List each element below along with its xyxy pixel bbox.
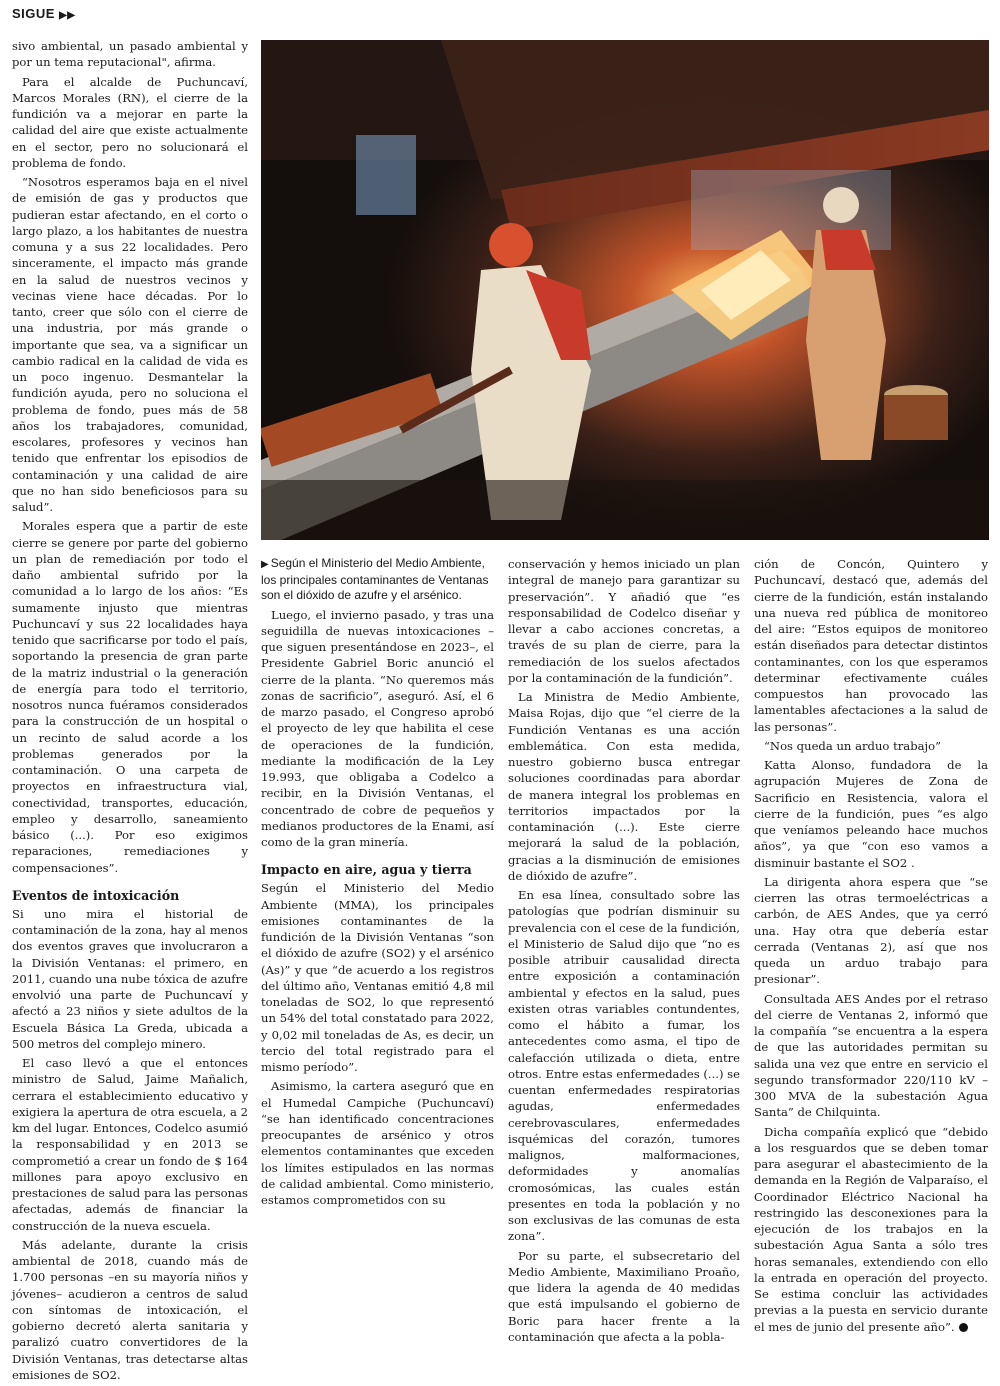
paragraph: Más adelante, durante la crisis ambiental de 2018, cuando más de 1.700 personas –en su mayoría niños y jóvenes– acudieron a centros de salud con síntomas de intoxicación, el gobierno decretó alerta sanitaria y paralizó cuatro convertidores de la División Ventanas, tras detectarse altas emisiones de SO2. [12, 1237, 248, 1382]
paragraph: Si uno mira el historial de contaminación de la zona, hay al menos dos eventos graves que involucraron a la División Ventanas: el primero, en 2011, cuando una nube tóxica de azufre envolvió una parte de Puchuncaví y afectó a 23 niños y siete adultos de la Escuela Básica La Greda, ubicada a 500 metros del complejo minero. [12, 906, 248, 1051]
continuation-header [12, 6, 75, 24]
caption-marker-icon: ▶ [261, 559, 269, 570]
paragraph [754, 1124, 988, 1335]
paragraph: La Ministra de Medio Ambiente, Maisa Rojas, dijo que “el cierre de la Fundición Ventanas es una acción emblemática. Con esta medida, nuestro gobierno busca entregar soluciones coordinadas para abordar de manera integral los problemas en territorios impactados por la contaminación (...). Este cierre mejorará la salud de la población, gracias a la disminución de emisiones de dióxido de azufre”. [508, 690, 740, 883]
end-of-article-icon [959, 1323, 968, 1332]
paragraph-text: Dicha compañía explicó que “debido a los resguardos que se deben tomar para asegurar el abastecimiento de la demanda en la Región de Valparaíso, el Coordinador Eléctrico Nacional ha restringido las desconexiones para la ejecución de los trabajos en la subestación Agua Santa a sólo tres horas semanales, extendiendo con ello la entrada en operación del proyecto. Se estima concluir las actividades previas a la puesta en servicio durante el mes de junio del presente año”. [754, 1124, 988, 1334]
paragraph: Según el Ministerio del Medio Ambiente (MMA), los principales emisiones contaminantes de la fundición de la División Ventanas “son el dióxido de azufre (SO2) y el arsénico (As)” y que “de acuerdo a los registros del último año, Ventanas emitió 4,8 mil toneladas de SO2, lo que representó un 54% del total constatado para 2022, y 0,02 mil toneladas de As, es decir, un tercio del total registrado para el mismo período”. [261, 881, 494, 1074]
photo-caption [261, 556, 494, 604]
article-column-4 [754, 556, 988, 1338]
paragraph: Por su parte, el subsecretario del Medio Ambiente, Maximiliano Proaño, que lidera la agenda de 40 medidas que está impulsando el gobierno de Boric para hacer frente a la contaminación que afecta a la pobla- [508, 1248, 740, 1344]
paragraph: sivo ambiental, un pasado ambiental y por un tema reputacional", afirma. [12, 39, 248, 70]
double-arrow-icon: ▶▶ [59, 10, 76, 21]
paragraph: Katta Alonso, fundadora de la agrupación Mujeres de Zona de Sacrificio en Resistencia, valora el cierre de la fundición, pues “es algo que veníamos peleando hace muchos años”, ya que “con eso vamos a disminuir bastante el SO2 . [754, 758, 988, 870]
paragraph: En esa línea, consultado sobre las patologías que podrían disminuir su prevalencia con el cese de la fundición, el Ministerio de Salud dijo que “no es posible atribuir causalidad directa entre exposición a contaminación ambiental y efectos en la salud, pues existen otras variables contundentes, como el hábito a fumar, los antecedentes como asma, el tipo de calefacción utilizada o dieta, entre otros. Entre estas enfermedades (...) se cuentan enfermedades respiratorias agudas, enfermedades cerebrovasculares, enfermedades isquémicas del corazón, tumores malignos, malformaciones, deformidades y anomalías cromosómicas, las cuales están presentes en toda la población y no son exclusivas de las comunas de esta zona”. [508, 888, 740, 1244]
article-column-1 [12, 38, 248, 1386]
paragraph: Consultada AES Andes por el retraso del cierre de Ventanas 2, informó que la compañía “se encuentra a la espera de que las autoridades permitan su salida una vez que entre en servicio el segundo transformador 220/110 kV – 300 MVA de la subestación Agua Santa” de Chilquinta. [754, 991, 988, 1120]
paragraph: Luego, el invierno pasado, y tras una seguidilla de nuevas intoxicaciones –que siguen presentándose en 2023–, el Presidente Gabriel Boric anunció el cierre de la planta. “No queremos más zonas de sacrificio”, aseguró. Así, el 6 de marzo pasado, el Congreso aprobó el proyecto de ley que habilita el cese de operaciones de la fundición, mediante la modificación de la Ley 19.993, que obligaba a Codelco a recibir, en la División Ventanas, el concentrado de cobre de pequeños y medianos productores de la Enami, así como de la gran minería. [261, 607, 494, 849]
paragraph: ción de Concón, Quintero y Puchuncaví, destacó que, además del cierre de la fundición, están instalando una nueva red pública de monitoreo del aire: “Estos equipos de monitoreo están diseñados para detectar distintos contaminantes, con los que esperamos determinar efectivamente cuáles compuestos han provocado las lamentables afectaciones a la salud de las personas”. [754, 557, 988, 734]
section-heading: Impacto en aire, agua y tierra [261, 862, 472, 878]
foundry-photo [261, 40, 989, 540]
article-column-3 [508, 556, 740, 1348]
paragraph: Asimismo, la cartera aseguró que en el Humedal Campiche (Puchuncaví) “se han identificado concentraciones preocupantes de arsénico y otros elementos contaminantes que exceden los límites estipulados en las normas de calidad ambiental. Como ministerio, estamos comprometidos con su [261, 1079, 494, 1207]
paragraph: La dirigenta ahora espera que “se cierren las otras termoeléctricas a carbón, de AES Andes, que ya cerró una. Hay otra que debería estar cerrada (Ventanas 2), así que nos queda un arduo trabajo para presionar”. [754, 874, 988, 987]
article-column-2 [261, 556, 494, 1211]
paragraph: “Nosotros esperamos baja en el nivel de emisión de gas y productos que pudieran estar afectando, en el corto o largo plazo, a los habitantes de nuestra comuna y a sus 22 localidades. Pero sinceramente, el impacto más grande en la salud de nuestros vecinos y vecinas viene hace décadas. Por lo tanto, creer que sólo con el cierre de una industria, por más grande o importante que sea, va a significar un cambio radical en la calidad de vida es un poco ingenuo. Desmantelar la fundición ayuda, pero no soluciona el problema de fondo, pues más de 58 años los trabajadores, comunidad, escolares, profesores y vecinos han tenido que enfrentar los episodios de contaminación y una calidad de aire que no han sido beneficiosos para su salud”. [12, 175, 248, 514]
paragraph: Morales espera que a partir de este cierre se genere por parte del gobierno un plan de remediación por todo el daño ambiental sufrido por la comunidad a lo largo de los años: “Es sumamente injusto que mientras Puchuncaví y sus 22 localidades haya tenido que sacrificarse por todo el país, soportando la presencia de gran parte de la matriz industrial o la generación de energía para todo el territorio, nosotros nunca fuéramos considerados para la construcción de un hospital o un recinto de salud acorde a los problemas generados por la contaminación. O una carpeta de proyectos en infraestructura vial, conectividad, transportes, educación, empleo y desarrollo, saneamiento básico (...). Por eso exigimos reparaciones, remediaciones y compensaciones”. [12, 519, 248, 875]
paragraph: Para el alcalde de Puchuncaví, Marcos Morales (RN), el cierre de la fundición va a mejorar en parte la calidad del aire que existe actualmente en el sector, pero no solucionará el problema de fondo. [12, 74, 248, 170]
section-heading: Eventos de intoxicación [12, 887, 180, 903]
header-label: SIGUE [12, 6, 55, 21]
foundry-photo-icon [261, 40, 989, 540]
paragraph: El caso llevó a que el entonces ministro de Salud, Jaime Mañalich, cerrara el establecimiento educativo y exigiera la apertura de otra escuela, a 2 km del lugar. Entonces, Codelco asumió la responsabilidad y en 2013 se comprometió a crear un fondo de $ 164 millones para apoyo exclusivo en prestaciones de salud para las personas afectadas, además de financiar la construcción de la nueva escuela. [12, 1056, 248, 1233]
caption-text: Según el Ministerio del Medio Ambiente, los principales contaminantes de Ventanas son el dióxido de azufre y el arsénico. [261, 556, 489, 602]
pull-quote: “Nos queda un arduo trabajo” [764, 738, 942, 753]
paragraph: conservación y hemos iniciado un plan integral de manejo para garantizar su preservación”. Y añadió que “es responsabilidad de Codelco diseñar y llevar a cabo acciones concretas, a través de su plan de cierre, para la remediación de los suelos afectados por la contaminación de la fundición”. [508, 557, 740, 685]
